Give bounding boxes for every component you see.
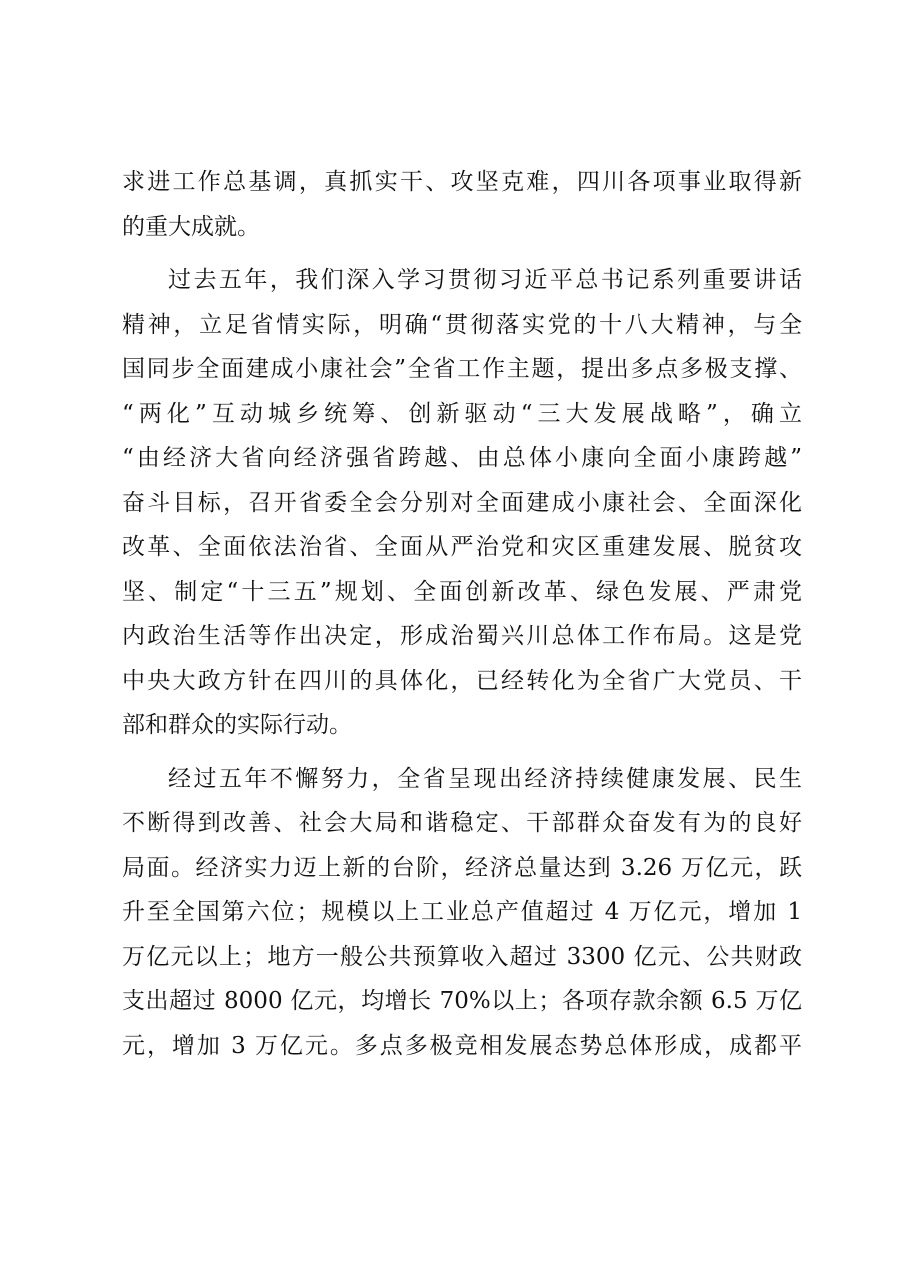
text-line: 内政治生活等作出决定，形成治蜀兴川总体工作布局。这是党 bbox=[122, 623, 802, 649]
text-line: “由经济大省向经济强省跨越、由总体小康向全面小康跨越” bbox=[122, 445, 802, 471]
text-line: 国同步全面建成小康社会”全省工作主题，提出多点多极支撑、 bbox=[122, 356, 802, 382]
text-line: 精神，立足省情实际，明确“贯彻落实党的十八大精神，与全 bbox=[122, 311, 802, 338]
text-line: 不断得到改善、社会大局和谐稳定、干部群众奋发有为的良好 bbox=[122, 810, 802, 836]
text-line: 中央大政方针在四川的具体化，已经转化为全省广大党员、干 bbox=[122, 667, 802, 694]
text-line: 局面。经济实力迈上新的台阶，经济总量达到 3.26 万亿元，跃 bbox=[122, 854, 802, 881]
text-line: 坚、制定“十三五”规划、全面创新改革、绿色发展、严肃党 bbox=[122, 578, 802, 605]
paragraph-1 bbox=[122, 160, 802, 249]
paragraph-gap bbox=[122, 748, 802, 757]
text-line: 万亿元以上；地方一般公共预算收入超过 3300 亿元、公共财政 bbox=[122, 943, 802, 970]
text-line: “两化”互动城乡统筹、创新驱动“三大发展战略”，确立 bbox=[122, 400, 802, 427]
text-line: 经过五年不懈努力，全省呈现出经济持续健康发展、民生 bbox=[168, 765, 802, 792]
text-line: 改革、全面依法治省、全面从严治党和灾区重建发展、脱贫攻 bbox=[122, 534, 802, 560]
text-line: 过去五年，我们深入学习贯彻习近平总书记系列重要讲话 bbox=[168, 267, 802, 293]
text-line: 部和群众的实际行动。 bbox=[122, 712, 352, 738]
text-line: 支出超过 8000 亿元，均增长 70%以上；各项存款余额 6.5 万亿 bbox=[122, 988, 802, 1014]
text-line: 元，增加 3 万亿元。多点多极竞相发展态势总体形成，成都平 bbox=[122, 1032, 802, 1059]
paragraph-gap bbox=[122, 249, 802, 258]
text-line: 奋斗目标，召开省委全会分别对全面建成小康社会、全面深化 bbox=[122, 489, 802, 516]
document-body bbox=[122, 160, 802, 1068]
text-line: 的重大成就。 bbox=[122, 213, 260, 240]
paragraph-3 bbox=[122, 757, 802, 1069]
text-line: 升至全国第六位；规模以上工业总产值超过 4 万亿元，增加 1 bbox=[122, 899, 802, 925]
paragraph-2 bbox=[122, 258, 802, 748]
text-line: 求进工作总基调，真抓实干、攻坚克难，四川各项事业取得新 bbox=[122, 169, 802, 195]
